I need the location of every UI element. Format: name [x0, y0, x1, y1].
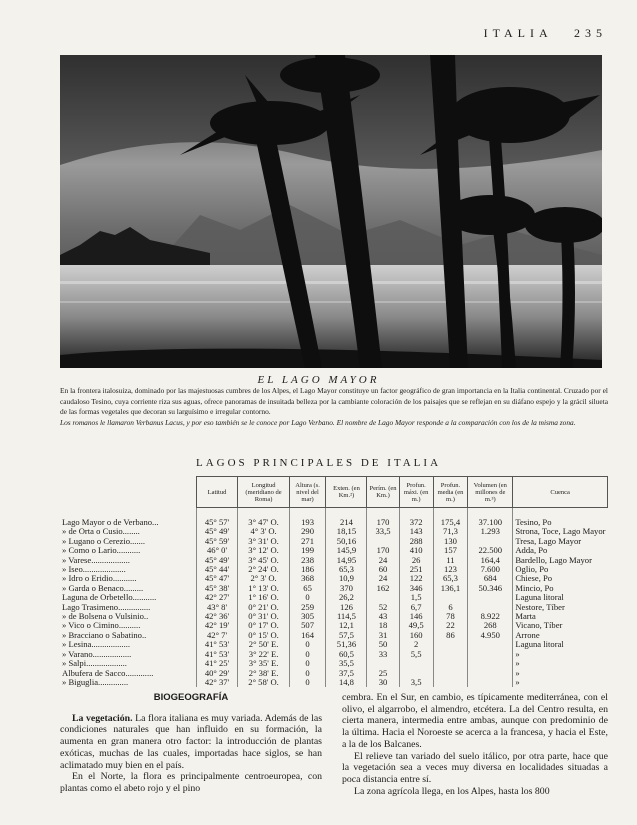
section-title: BIOGEOGRAFÍA: [153, 692, 229, 703]
cell-ext: 60,5: [326, 650, 367, 659]
cell-ext: 37,5: [326, 669, 367, 678]
cell-ext: 126: [326, 603, 367, 612]
table-title: LAGOS PRINCIPALES DE ITALIA: [195, 457, 442, 469]
cell-lon: 2° 38' E.: [238, 669, 289, 678]
cell-per: 24: [367, 556, 399, 565]
cell-pmax: 5,5: [399, 650, 433, 659]
cell-name: » Garda o Benaco.........: [62, 582, 144, 593]
cell-pmed: [433, 640, 468, 649]
cell-pmax: 143: [399, 527, 433, 536]
cell-lon: 3° 35' E.: [238, 659, 289, 668]
cell-lon: 4° 3' O.: [238, 527, 289, 536]
table-header-row: [60, 477, 608, 508]
cell-name: » Biguglia..............: [62, 676, 129, 687]
paragraph: [60, 713, 322, 772]
text-column-left: [60, 692, 322, 795]
cell-vol: 1.293: [468, 527, 513, 536]
lake-photo: [60, 55, 602, 368]
cell-cuenca: Tesino, Po: [513, 508, 608, 528]
paragraph: En el Norte, la flora es principalmente centroeuropea, con plantas como el abeto rojo y el pino: [60, 771, 322, 794]
cell-pmax: 346: [399, 584, 433, 593]
cell-vol: 684: [468, 574, 513, 583]
cell-per: 33,5: [367, 527, 399, 536]
cell-name: Albufera de Sacco.............: [62, 667, 154, 678]
cell-name: » Idro o Eridio...........: [62, 573, 137, 584]
cell-pmed: 175,4: [433, 508, 468, 528]
cell-pmed: 65,3: [433, 574, 468, 583]
cell-vol: [468, 678, 513, 687]
cell-pmed: 22: [433, 621, 468, 630]
cell-per: 30: [367, 678, 399, 687]
cell-lat: 45° 47': [196, 574, 238, 583]
cell-cuenca: »: [513, 650, 608, 659]
cell-lat: 43° 8': [196, 603, 238, 612]
table-row: [60, 650, 608, 659]
cell-lat: 45° 59': [196, 537, 238, 546]
cell-cuenca: Arrone: [513, 631, 608, 640]
cell-lat: 42° 36': [196, 612, 238, 621]
cell-cuenca: »: [513, 659, 608, 668]
running-header-title: ITALIA: [483, 26, 552, 40]
cell-per: 18: [367, 621, 399, 630]
cell-alt: 0: [289, 659, 326, 668]
cell-lat: 45° 57': [196, 508, 238, 528]
cell-pmed: 86: [433, 631, 468, 640]
cell-ext: 65,3: [326, 565, 367, 574]
cell-ext: 12,1: [326, 621, 367, 630]
cell-alt: 65: [289, 584, 326, 593]
cell-pmed: 157: [433, 546, 468, 555]
cell-lon: 0° 31' O.: [238, 612, 289, 621]
cell-name: » Lugano o Cerezio.......: [62, 535, 146, 546]
table-row: [60, 640, 608, 649]
cell-pmed: [433, 678, 468, 687]
cell-lat: 42° 7': [196, 631, 238, 640]
table-body: [60, 508, 608, 688]
cell-vol: [468, 659, 513, 668]
cell-name: » Lesina..................: [62, 639, 131, 650]
cell-pmed: 130: [433, 537, 468, 546]
paragraph: La zona agrícola llega, en los Alpes, hasta los 800: [354, 785, 550, 797]
cell-lon: 2° 3' O.: [238, 574, 289, 583]
col-header-cuenca: Cuenca: [513, 477, 608, 508]
cell-cuenca: Tresa, Lago Mayor: [513, 537, 608, 546]
cell-vol: [468, 650, 513, 659]
cell-ext: 214: [326, 508, 367, 528]
cell-ext: 14,8: [326, 678, 367, 687]
table-row: [60, 508, 608, 528]
col-header-name: [60, 477, 196, 508]
cell-name: » Salpi...................: [62, 658, 127, 669]
cell-lat: 40° 29': [196, 669, 238, 678]
cell-pmed: 78: [433, 612, 468, 621]
cell-ext: 18,15: [326, 527, 367, 536]
cell-ext: 51,36: [326, 640, 367, 649]
col-header-ext: Exten. (en Km.²): [326, 477, 367, 508]
cell-lon: 1° 13' O.: [238, 584, 289, 593]
cell-alt: 0: [289, 669, 326, 678]
cell-lat: 42° 27': [196, 593, 238, 602]
cell-pmax: 26: [399, 556, 433, 565]
cell-pmax: 122: [399, 574, 433, 583]
cell-lat: 45° 49': [196, 556, 238, 565]
cell-name: » Varano..................: [62, 648, 132, 659]
col-header-pmax: Profun. máxi. (en m.): [399, 477, 433, 508]
cell-vol: 268: [468, 621, 513, 630]
cell-alt: 290: [289, 527, 326, 536]
cell-alt: 507: [289, 621, 326, 630]
cell-alt: 193: [289, 508, 326, 528]
paragraph-text: La flora italiana es muy variada. Además de las condiciones naturales que han influido en su formación, la aumenta en gran manera otro factor: la introducción de plantas exóticas, muchas de las cuales, importadas hace siglos, se han aclimatado muy bien en el país.: [60, 712, 323, 771]
cell-name: » Iseo....................: [62, 564, 126, 575]
text-column-right: [342, 692, 608, 797]
cell-lon: 3° 12' O.: [238, 546, 289, 555]
cell-vol: 164,4: [468, 556, 513, 565]
cell-name: » Vico o Cimino..........: [62, 620, 141, 631]
cell-pmed: 71,3: [433, 527, 468, 536]
cell-cuenca: »: [513, 678, 608, 687]
cell-alt: 305: [289, 612, 326, 621]
cell-pmax: 146: [399, 612, 433, 621]
cell-lat: 41° 25': [196, 659, 238, 668]
cell-vol: [468, 593, 513, 602]
cell-per: 43: [367, 612, 399, 621]
cell-lon: 3° 31' O.: [238, 537, 289, 546]
cell-cuenca: Adda, Po: [513, 546, 608, 555]
table-row: [60, 678, 608, 687]
cell-alt: 271: [289, 537, 326, 546]
cell-alt: 259: [289, 603, 326, 612]
subhead: La vegetación.: [72, 712, 133, 724]
cell-per: 60: [367, 565, 399, 574]
cell-pmed: [433, 659, 468, 668]
cell-pmax: 410: [399, 546, 433, 555]
cell-per: 170: [367, 508, 399, 528]
cell-alt: 199: [289, 546, 326, 555]
cell-pmed: [433, 669, 468, 678]
cell-name: » de Orta o Cusio........: [62, 526, 140, 537]
cell-pmax: [399, 659, 433, 668]
cell-pmax: 251: [399, 565, 433, 574]
cell-lon: 2° 50' E.: [238, 640, 289, 649]
cell-cuenca: Marta: [513, 612, 608, 621]
cell-alt: 368: [289, 574, 326, 583]
cell-ext: 26,2: [326, 593, 367, 602]
cell-alt: 0: [289, 640, 326, 649]
cell-ext: 57,5: [326, 631, 367, 640]
cell-pmax: 2: [399, 640, 433, 649]
cell-cuenca: Bardello, Lago Mayor: [513, 556, 608, 565]
caption-line-1: En la frontera italosuiza, dominado por las majestuosas cumbres de los Alpes, el Lago Mayor constituye un factor geográfico de gran importancia en la Italia continental. Cruzado por el caudaloso Tesino, cuya corriente riza sus aguas, ofrece panoramas de insuitada belleza por la cambiante coloración de los paisajes que se reflejan en su diáfano espejo y la grácil silueta de las formas vegetales que decoran su larguísimo e irregular contorno.: [60, 386, 608, 416]
lakes-table: [60, 476, 608, 687]
cell-alt: 0: [289, 650, 326, 659]
cell-alt: 164: [289, 631, 326, 640]
cell-ext: 50,16: [326, 537, 367, 546]
photo-caption: [60, 386, 608, 428]
cell-cuenca: Chiese, Po: [513, 574, 608, 583]
cell-lat: 42° 37': [196, 678, 238, 687]
cell-vol: [468, 640, 513, 649]
paragraph: cembra. En el Sur, en cambio, es típicamente mediterránea, con el olivo, el algarrobo, el almendro, etcétera. La del Centro resulta, en cierta manera, intermedia entre ambas, aunque con predominio de la última. Hacia el Noroeste se acerca a la francesa, y hacia el Este, a la de los Balcanes.: [342, 692, 608, 750]
cell-cuenca: Vicano, Tíber: [513, 621, 608, 630]
cell-lat: 42° 19': [196, 621, 238, 630]
running-header: [484, 26, 607, 41]
cell-pmed: 123: [433, 565, 468, 574]
caption-title: EL LAGO MAYOR: [257, 374, 380, 386]
cell-vol: 4.950: [468, 631, 513, 640]
cell-name: Lago Mayor o de Verbano...: [62, 516, 159, 527]
cell-lat: 41° 53': [196, 640, 238, 649]
cell-vol: 7.600: [468, 565, 513, 574]
caption-line-2: Los romanos le llamaron Verbanus Lacus, y por eso también se le conoce por Lago Verbano. El nombre de Lago Mayor responde a la comparación con los de la misma zona.: [60, 417, 576, 427]
cell-ext: 145,9: [326, 546, 367, 555]
cell-cuenca: »: [513, 669, 608, 678]
cell-per: 33: [367, 650, 399, 659]
cell-cuenca: Mincio, Po: [513, 584, 608, 593]
cell-cuenca: Nestore, Tíber: [513, 603, 608, 612]
col-header-per: Perím. (en Km.): [367, 477, 399, 508]
cell-alt: 0: [289, 593, 326, 602]
cell-per: 50: [367, 640, 399, 649]
cell-lat: 46° 0': [196, 546, 238, 555]
page-number: 235: [574, 26, 607, 40]
cell-vol: 22.500: [468, 546, 513, 555]
cell-pmed: 6: [433, 603, 468, 612]
cell-name: » Bracciano o Sabatino..: [62, 629, 147, 640]
cell-pmax: 288: [399, 537, 433, 546]
cell-name: » Como o Lario...........: [62, 545, 141, 556]
cell-per: 170: [367, 546, 399, 555]
cell-lon: 0° 21' O.: [238, 603, 289, 612]
cell-lat: 41° 53': [196, 650, 238, 659]
cell-vol: 37.100: [468, 508, 513, 528]
cell-lon: 0° 15' O.: [238, 631, 289, 640]
cell-alt: 186: [289, 565, 326, 574]
cell-lon: 1° 16' O.: [238, 593, 289, 602]
table-row: [60, 669, 608, 678]
cell-vol: [468, 669, 513, 678]
paragraph: El relieve tan variado del suelo itálico, por otra parte, hace que la vegetación sea a veces muy diversa en localidades situadas a poca distancia entre sí.: [342, 750, 608, 785]
cell-lon: 3° 45' O.: [238, 556, 289, 565]
cell-pmax: 372: [399, 508, 433, 528]
col-header-pmed: Profun. media (en m.): [433, 477, 468, 508]
cell-alt: 0: [289, 678, 326, 687]
cell-name: » Varese..................: [62, 554, 130, 565]
cell-pmax: 1,5: [399, 593, 433, 602]
cell-cuenca: Strona, Toce, Lago Mayor: [513, 527, 608, 536]
cell-lat: 45° 44': [196, 565, 238, 574]
cell-per: 24: [367, 574, 399, 583]
cell-name: » de Bolsena o Vulsinio..: [62, 611, 149, 622]
cell-lon: 2° 24' O.: [238, 565, 289, 574]
col-header-lat: Latitud: [196, 477, 238, 508]
cell-pmed: 11: [433, 556, 468, 565]
cell-lon: 3° 47' O.: [238, 508, 289, 528]
cell-cuenca: Laguna litoral: [513, 593, 608, 602]
cell-cuenca: Laguna litoral: [513, 640, 608, 649]
cell-vol: 8.922: [468, 612, 513, 621]
cell-ext: 114,5: [326, 612, 367, 621]
col-header-vol: Volumen (en millones de m.³): [468, 477, 513, 508]
col-header-lon: Longitud (meridiano de Roma): [238, 477, 289, 508]
cell-pmax: 160: [399, 631, 433, 640]
col-header-alt: Altura (s. nivel del mar): [289, 477, 326, 508]
cell-per: 162: [367, 584, 399, 593]
cell-vol: 50.346: [468, 584, 513, 593]
cell-pmed: [433, 650, 468, 659]
cell-pmax: 49,5: [399, 621, 433, 630]
cell-ext: 10,9: [326, 574, 367, 583]
cell-name: Laguna de Orbetello...........: [62, 592, 157, 603]
cell-cuenca: Oglio, Po: [513, 565, 608, 574]
cell-lon: 2° 58' O.: [238, 678, 289, 687]
cell-ext: 14,95: [326, 556, 367, 565]
cell-lon: 3° 22' E.: [238, 650, 289, 659]
cell-per: 25: [367, 669, 399, 678]
cell-per: 31: [367, 631, 399, 640]
cell-lat: 45° 49': [196, 527, 238, 536]
cell-pmed: 136,1: [433, 584, 468, 593]
cell-pmax: 6,7: [399, 603, 433, 612]
cell-alt: 238: [289, 556, 326, 565]
cell-lon: 0° 17' O.: [238, 621, 289, 630]
cell-ext: 35,5: [326, 659, 367, 668]
cell-per: 52: [367, 603, 399, 612]
cell-name: Lago Trasimeno...............: [62, 601, 151, 612]
cell-pmax: 3,5: [399, 678, 433, 687]
cell-lat: 45° 38': [196, 584, 238, 593]
cell-ext: 370: [326, 584, 367, 593]
